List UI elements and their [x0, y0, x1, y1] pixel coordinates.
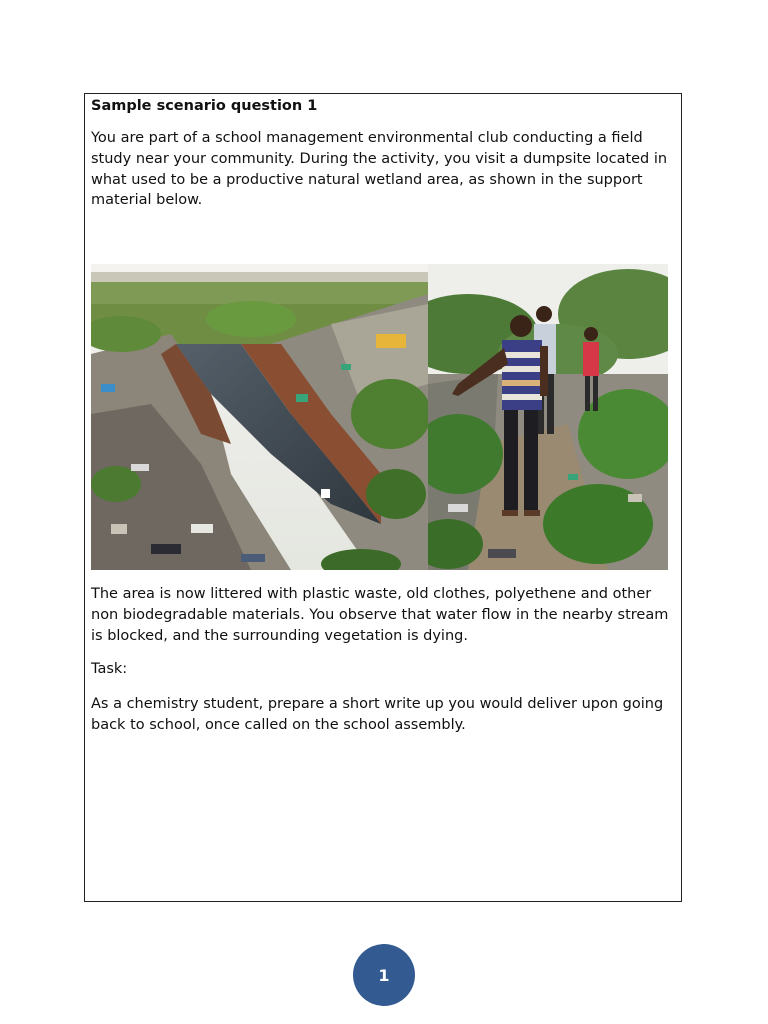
scenario-intro: You are part of a school management environmental club conducting a field study near your community. During the activity, you visit a dumpsite located in what used to be a productive natural wetland area, as shown in the support material below.: [91, 130, 668, 209]
task-text: As a chemistry student, prepare a short write up you would deliver upon going back to school, once called on the school assembly.: [91, 696, 664, 733]
scenario-observation: The area is now littered with plastic waste, old clothes, polyethene and other non biodegradable materials. You observe that water flow in the nearby stream is blocked, and the surrounding vegetation is dying.: [91, 586, 669, 644]
dumpsite-stream-photo: [91, 264, 428, 570]
task-label: Task:: [91, 661, 128, 677]
students-at-dumpsite-photo: [428, 264, 668, 570]
page-number-badge: 1: [353, 944, 415, 1006]
question-title: Sample scenario question 1: [91, 98, 318, 114]
question-box: [84, 93, 682, 902]
